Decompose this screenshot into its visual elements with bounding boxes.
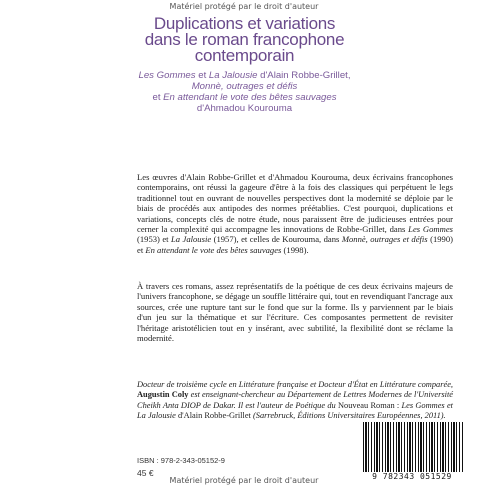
- subtitle-line-3: [22, 92, 467, 103]
- book-title: [22, 16, 467, 64]
- bio-text-c: Poétique du: [295, 400, 336, 410]
- book-subtitle: [22, 70, 467, 114]
- subtitle-author-2: d'Ahmadou Kourouma: [196, 103, 293, 114]
- author-name: Augustin Coly: [137, 390, 189, 400]
- subtitle-work-4: En attendant le vote des bêtes sauvages: [163, 92, 337, 103]
- bio-text-d: Nouveau Roman :: [335, 400, 402, 410]
- barcode-bars-icon: [363, 422, 463, 472]
- price: 45 €: [137, 468, 154, 478]
- barcode: [357, 422, 467, 482]
- copyright-notice-bottom: Matériel protégé par le droit d'auteur: [169, 476, 319, 485]
- title-line-1: Duplications et variations: [153, 14, 336, 33]
- p1-work-2: La Jalousie: [171, 234, 212, 245]
- bio-text-f: d'Alain Robbe-Grillet: [175, 411, 253, 421]
- bio-text-b: est enseignant-chercheur au Département de Lettres Modernes de l'Université Cheikh Anta DIOP de Dakar. Il est l'auteur de: [137, 390, 453, 410]
- p1-text-e: (1998).: [281, 244, 309, 255]
- subtitle-line-1: [22, 70, 467, 81]
- subtitle-author-1: d'Alain Robbe-Grillet,: [257, 70, 351, 81]
- title-line-3: contemporain: [194, 46, 295, 65]
- p1-text-c: (1957), et celles de Kourouma, dans: [211, 234, 342, 245]
- bio-publisher: (Sarrebruck, Éditions Universitaires Européennes, 2011).: [252, 411, 446, 421]
- subtitle-work-1: Les Gommes: [138, 70, 196, 81]
- subtitle-conj-2: et: [152, 92, 164, 103]
- subtitle-work-2: La Jalousie: [208, 70, 258, 81]
- p1-text-b: (1953) et: [137, 234, 171, 245]
- summary-paragraph-1: [137, 172, 453, 255]
- p1-work-4: En attendant le vote des bêtes sauvages: [145, 244, 282, 255]
- subtitle-line-2: [22, 81, 467, 92]
- barcode-number: 9 782343 051529: [372, 472, 452, 481]
- p1-work-3: Monnè, outrages et défis: [341, 234, 428, 245]
- subtitle-line-4: [22, 103, 467, 114]
- isbn: ISBN : 978-2-343-05152-9: [137, 456, 225, 465]
- subtitle-conj-1: et: [195, 70, 209, 81]
- p1-text-a: Les œuvres d'Alain Robbe-Grillet et d'Ahmadou Kourouma, deux écrivains francophones contemporains, ont réussi la gageure d'être à la fois des classiques qui perpétuent le legs traditionnel tout en ouvrant de nouvelles perspectives dont la modernité se déploie par le biais de procédés aux antipodes des normes préétablies. C'est pourquoi, duplications et variations, concepts clés de notre étude, nous paraissent être de judicieuses entrées pour cerner la complexité qui accompagne les innovations de Robbe-Grillet, dans: [137, 172, 453, 235]
- summary-paragraph-2: À travers ces romans, assez représentatifs de la poétique de ces deux écrivains majeurs de l'univers francophone, se dégage un souffle littéraire qui, tout en revendiquant l'ancrage aux sources, crée une rupture tant sur le fond que sur la forme. Ils y parviennent par le biais d'un jeu sur la thématique et sur l'écriture. Ces composantes permettent de revisiter l'héritage aristotélicien tout en y insérant, avec subtilité, la flexibilité dont se réclame la modernité.: [137, 281, 453, 344]
- bio-work: Les Gommes et La Jalousie: [137, 400, 453, 421]
- p1-text-d: (1990) et: [137, 234, 454, 255]
- bio-text-a: Docteur de troisième cycle en Littérature française et Docteur d'État en Littérature comparée,: [137, 380, 454, 389]
- p1-work-1: Les Gommes: [408, 224, 453, 235]
- title-line-2: dans le roman francophone: [144, 30, 345, 49]
- copyright-notice-top: Matériel protégé par le droit d'auteur: [169, 2, 319, 11]
- author-bio: [137, 380, 453, 422]
- subtitle-work-3: Monnè, outrages et défis: [191, 81, 298, 92]
